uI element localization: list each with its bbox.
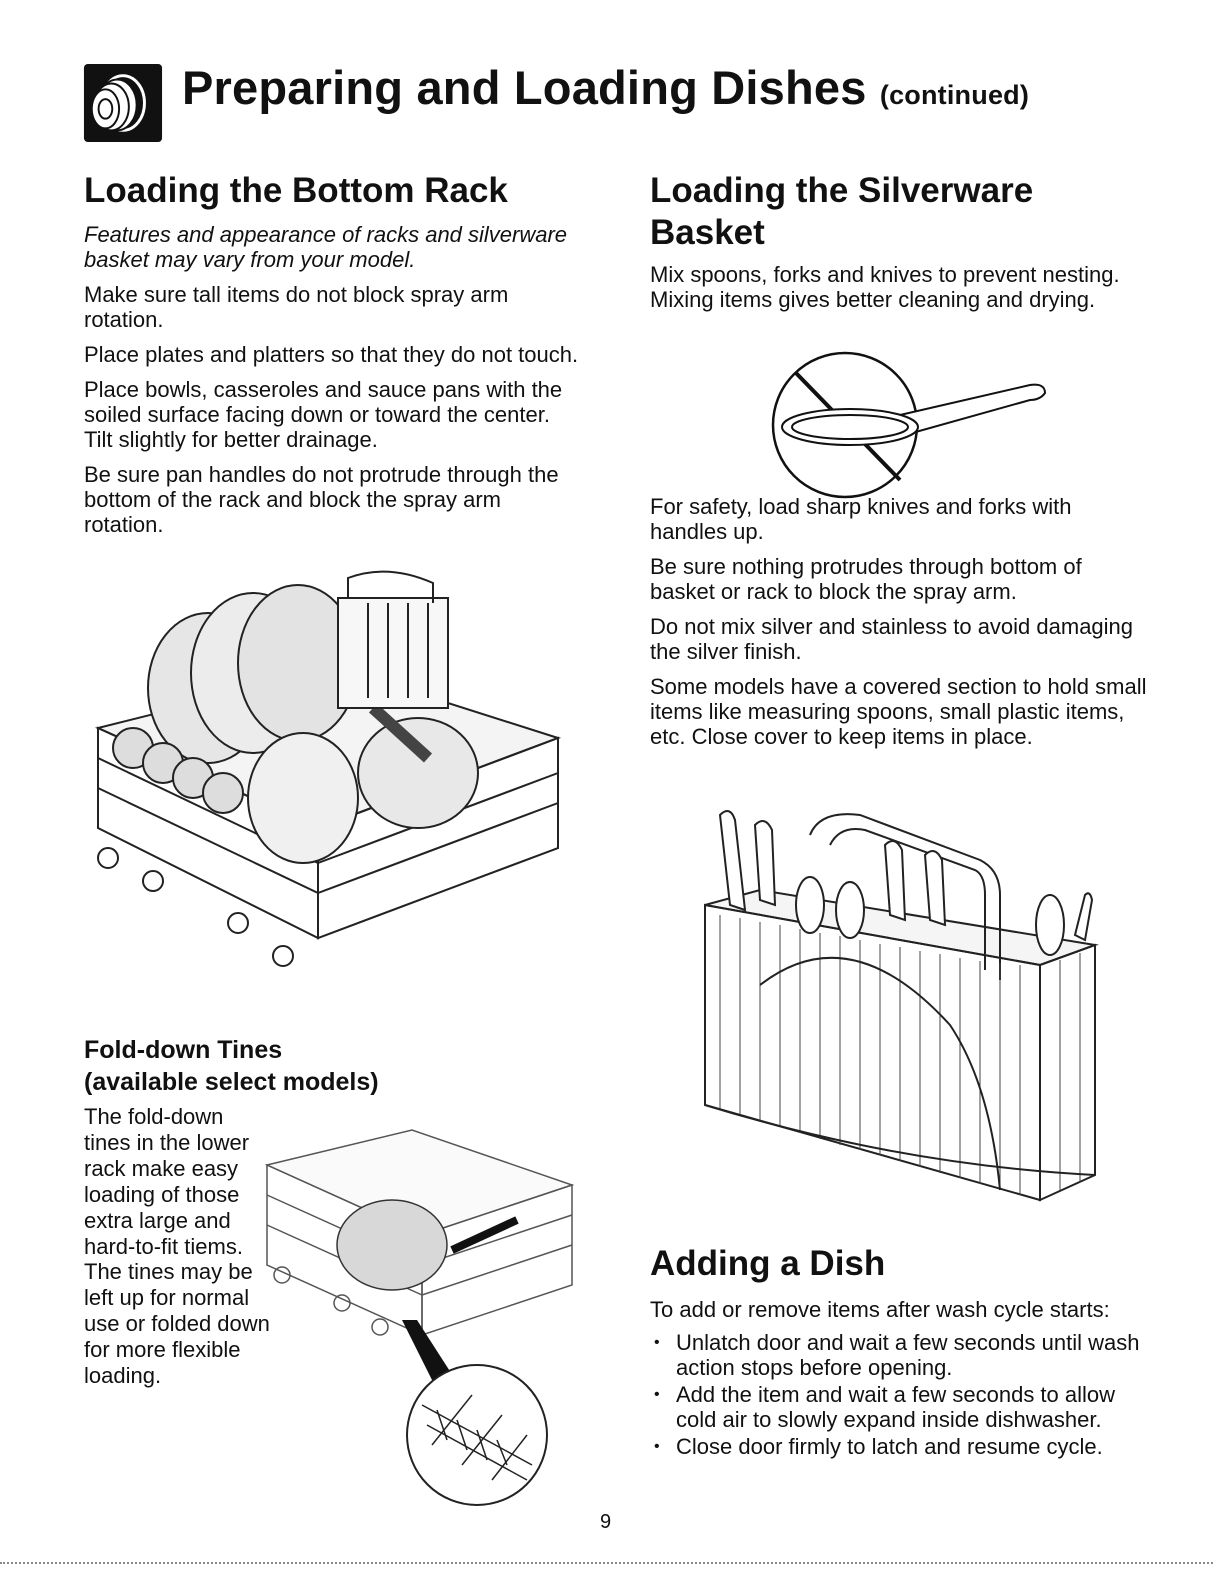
fold-down-body: The fold-down tines in the lower rack make easy loading of those extra large and hard-to-fit tiems. The tines may be left up for normal use or folded down for more flexible loading. [84, 1104, 270, 1389]
step-item: • Close door firmly to latch and resume cycle. [650, 1434, 1150, 1459]
step-item: • Unlatch door and wait a few seconds until wash action stops before opening. [650, 1330, 1150, 1380]
fold-down-tines-illustration [262, 1125, 582, 1500]
bottom-rack-heading: Loading the Bottom Rack [84, 171, 508, 210]
silverware-paragraph: Some models have a covered section to hold small items like measuring spoons, small plastic items, etc. Close cover to keep items in place. [650, 674, 1147, 749]
silverware-paragraph: Be sure nothing protrudes through bottom of basket or rack to block the spray arm. [650, 554, 1082, 604]
bottom-rack-paragraph: Place bowls, casseroles and sauce pans with the soiled surface facing down or toward the center. Tilt slightly for better drainage. [84, 377, 563, 452]
adding-dish-intro: To add or remove items after wash cycle starts: [650, 1297, 1110, 1322]
silverware-paragraph: Do not mix silver and stainless to avoid damaging the silver finish. [650, 614, 1134, 664]
silverware-intro: Mix spoons, forks and knives to prevent nesting. Mixing items gives better cleaning and drying. [650, 262, 1120, 312]
bottom-rack-paragraph: Place plates and platters so that they do not touch. [84, 342, 579, 367]
fold-down-heading: Fold-down Tines [84, 1036, 283, 1064]
page-title-text: Preparing and Loading Dishes [182, 61, 867, 114]
dishes-stack-icon [82, 62, 164, 144]
bottom-rack-paragraph: Be sure pan handles do not protrude through the bottom of the rack and block the spray arm rotation. [84, 462, 559, 537]
model-variation-note: Features and appearance of racks and silverware basket may vary from your model. [84, 222, 568, 272]
adding-dish-steps [650, 1330, 1150, 1459]
fold-down-section [84, 1034, 424, 1098]
silverware-heading-line2: Basket [650, 213, 765, 252]
silverware-basket-illustration [700, 805, 1100, 1220]
fold-down-subheading: (available select models) [84, 1068, 379, 1096]
silverware-heading: Loading the Silverware [650, 171, 1034, 210]
adding-dish-section [650, 1243, 1150, 1461]
page-number: 9 [600, 1511, 612, 1533]
silverware-paragraph: For safety, load sharp knives and forks with handles up. [650, 494, 1072, 544]
no-nesting-spoon-icon [760, 345, 1050, 505]
bottom-rack-section [84, 170, 584, 547]
adding-dish-heading: Adding a Dish [650, 1244, 886, 1283]
bottom-rack-illustration [88, 578, 566, 978]
page-title [182, 60, 1029, 115]
bottom-divider [0, 1562, 1213, 1564]
page-title-suffix: (continued) [879, 80, 1030, 110]
step-item: • Add the item and wait a few seconds to allow cold air to slowly expand inside dishwasher. [650, 1382, 1150, 1432]
bottom-rack-paragraph: Make sure tall items do not block spray arm rotation. [84, 282, 509, 332]
